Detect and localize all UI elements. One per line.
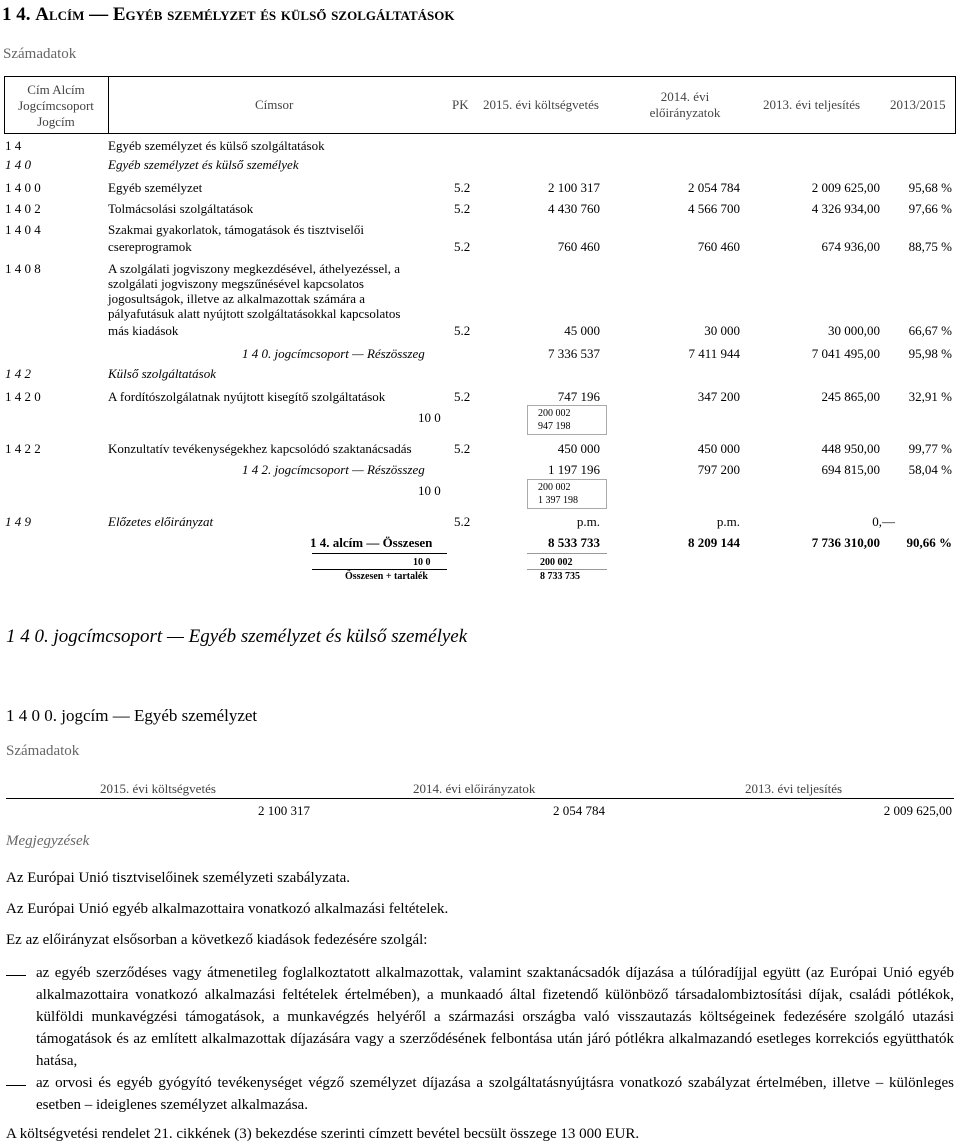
row-exec: 0,—: [872, 514, 895, 529]
row-ratio: 97,66 %: [908, 201, 952, 216]
title-text: Alcím — Egyéb személyzet és külső szolgáltatások: [35, 4, 455, 25]
row-code: 1 4 0: [5, 157, 31, 172]
row-exec: 448 950,00: [821, 441, 880, 456]
title-number: 1 4.: [2, 4, 31, 25]
item-header-exec: 2013. évi teljesítés: [745, 781, 843, 796]
subtotal-ratio: 95,98 %: [908, 346, 952, 361]
row-label-line: csereprogramok: [108, 239, 192, 254]
header-pk: PK: [452, 97, 469, 112]
header-heading: Címsor: [255, 97, 294, 112]
row-budget: 450 000: [557, 441, 600, 456]
row-pk: 5.2: [454, 239, 471, 254]
row-label-line: jogosultságok, illetve az alkalmazottak számára a: [108, 291, 366, 306]
row-approp: 347 200: [697, 389, 740, 404]
total-budget: 8 533 733: [548, 535, 600, 550]
total-exec: 7 736 310,00: [811, 535, 880, 550]
bullet-dash: [6, 1085, 26, 1086]
total-reserve-code: 10 0: [413, 557, 431, 568]
item-header-approp: 2014. évi előirányzatok: [413, 781, 536, 796]
subtotal-budget: 1 197 196: [548, 462, 600, 477]
subtotal-exec: 7 041 495,00: [811, 346, 880, 361]
note-paragraph: Az Európai Unió tisztviselőinek személyzeti szabályzata.: [6, 870, 351, 886]
row-label: Konzultatív tevékenységekhez kapcsolódó szaktanácsadás: [108, 441, 412, 456]
row-budget: 4 430 760: [548, 201, 600, 216]
subtotal-approp: 7 411 944: [688, 346, 740, 361]
note-paragraph: Ez az előirányzat elsősorban a következő kiadások fedezésére szolgál:: [6, 932, 428, 948]
row-exec: 4 326 934,00: [811, 201, 880, 216]
row-approp: 450 000: [697, 441, 740, 456]
row-label: Egyéb személyzet és külső szolgáltatások: [108, 138, 325, 153]
row-label: Egyéb személyzet: [108, 180, 203, 195]
row-code: 1 4 2: [5, 366, 31, 381]
subtotal-label: 1 4 0. jogcímcsoport — Részösszeg: [242, 346, 425, 361]
row-exec: 245 865,00: [821, 389, 880, 404]
row-label-line: más kiadások: [108, 323, 179, 338]
group-heading: 1 4 0. jogcímcsoport — Egyéb személyzet és külső személyek: [6, 626, 468, 647]
row-pk: 5.2: [454, 323, 471, 338]
header-code: Cím Alcím Jogcímcsoport Jogcím: [18, 82, 94, 129]
item-value-budget: 2 100 317: [258, 803, 310, 818]
row-code: 1 4 0 4: [5, 222, 41, 237]
subtotal-exec: 694 815,00: [821, 462, 880, 477]
row-label: Tolmácsolási szolgáltatások: [108, 201, 254, 216]
row-label-line: szolgálati jogviszony megszűnésével kapcsolatos: [108, 276, 364, 291]
row-label: A fordítószolgálatnak nyújtott kisegítő szolgáltatások: [108, 389, 386, 404]
item-header-budget: 2015. évi költségvetés: [100, 781, 216, 796]
row-approp: 760 460: [697, 239, 740, 254]
row-code: 1 4 0 2: [5, 201, 41, 216]
row-budget: p.m.: [576, 514, 600, 529]
header-exec: 2013. évi teljesítés: [763, 97, 861, 112]
row-code: 1 4: [5, 138, 22, 153]
row-code: 1 4 2 0: [5, 389, 41, 404]
row-approp: p.m.: [716, 514, 740, 529]
notes-label: Megjegyzések: [6, 833, 90, 849]
row-budget: 747 196: [557, 389, 600, 404]
reserve-value: 200 002: [538, 482, 571, 493]
row-budget: 760 460: [557, 239, 600, 254]
row-pk: 5.2: [454, 180, 471, 195]
total-approp: 8 209 144: [688, 535, 740, 550]
row-label: Előzetes előirányzat: [108, 514, 214, 529]
item-heading: 1 4 0 0. jogcím — Egyéb személyzet: [6, 706, 258, 725]
note-paragraph: Az Európai Unió egyéb alkalmazottaira vonatkozó alkalmazási feltételek.: [6, 901, 449, 917]
reserve-value: 200 002: [538, 408, 571, 419]
row-code: 1 4 0 8: [5, 261, 41, 276]
total-ratio: 90,66 %: [906, 535, 952, 550]
subtotal-ratio: 58,04 %: [908, 462, 952, 477]
row-approp: 4 566 700: [688, 201, 740, 216]
row-pk: 5.2: [454, 389, 471, 404]
item-section-label: Számadatok: [6, 743, 80, 759]
row-approp: 2 054 784: [688, 180, 740, 195]
row-label: Külső szolgáltatások: [108, 366, 216, 381]
reserve-total: 947 198: [538, 421, 571, 432]
total-reserve-value: 200 002: [540, 557, 573, 568]
row-pk: 5.2: [454, 441, 471, 456]
row-code: 1 4 2 2: [5, 441, 41, 456]
total-label: 1 4. alcím — Összesen: [310, 535, 433, 550]
row-approp: 30 000: [704, 323, 740, 338]
reserve-code: 10 0: [418, 410, 441, 425]
header-budget: 2015. évi költségvetés: [483, 97, 599, 112]
bullet-item: az egyéb szerződéses vagy átmenetileg foglalkoztatott alkalmazottak, valamint szaktanácsadók díjazása a túlóradíjjal együtt (az Európai Unió egyéb alkalmazottaira vonatkozó alkalmazási feltételek értelmében), a munkaadó által fizetendő különböző társadalombiztosítási díjak, családi pótlékok, külföldi munkavégzési támogatások, a munkavégzés helyéről a származási országba való visszautazás költségeinek fedezésére szolgáló utazási támogatások és az említett alkalmazottak díjazására vagy a szerződésének felbontása után járó pótlékra alkalmazandó esetleges korrekciós együtthatók hatása,: [36, 965, 954, 1069]
row-ratio: 66,67 %: [908, 323, 952, 338]
row-code: 1 4 0 0: [5, 180, 41, 195]
row-label-line: pályafutásuk alatt nyújtott szolgáltatásokkal kapcsolatos: [108, 306, 401, 321]
footer-note: A költségvetési rendelet 21. cikkének (3) bekezdése szerinti címzett bevétel becsült összege 13 000 EUR.: [6, 1126, 640, 1142]
header-approp: 2014. évi előirányzatok: [649, 89, 721, 120]
bullet-item: az orvosi és egyéb gyógyító tevékenységet végző személyzet díjazása a szolgáltatásnyújtásra vonatkozó szabályzat értelmében, illetve – különleges esetben – ideiglenes személyzet alkalmazása.: [36, 1075, 954, 1113]
reserve-total: 1 397 198: [538, 495, 578, 506]
section-label: Számadatok: [3, 46, 77, 62]
row-budget: 2 100 317: [548, 180, 600, 195]
row-label-line: Szakmai gyakorlatok, támogatások és tisztviselői: [108, 222, 364, 237]
item-value-approp: 2 054 784: [553, 803, 605, 818]
row-exec: 674 936,00: [821, 239, 880, 254]
row-exec: 30 000,00: [828, 323, 880, 338]
row-pk: 5.2: [454, 201, 471, 216]
item-value-exec: 2 009 625,00: [883, 803, 952, 818]
row-budget: 45 000: [564, 323, 600, 338]
row-exec: 2 009 625,00: [811, 180, 880, 195]
subtotal-approp: 797 200: [697, 462, 740, 477]
row-ratio: 95,68 %: [908, 180, 952, 195]
row-ratio: 99,77 %: [908, 441, 952, 456]
row-pk: 5.2: [454, 514, 471, 529]
row-ratio: 88,75 %: [908, 239, 952, 254]
row-code: 1 4 9: [5, 514, 31, 529]
row-ratio: 32,91 %: [908, 389, 952, 404]
total-plus-reserve-value: 8 733 735: [540, 571, 580, 582]
subtotal-budget: 7 336 537: [548, 346, 600, 361]
reserve-code: 10 0: [418, 483, 441, 498]
total-plus-reserve-label: Összesen + tartalék: [345, 571, 428, 582]
subtotal-label: 1 4 2. jogcímcsoport — Részösszeg: [242, 462, 425, 477]
page-title: [2, 4, 454, 26]
header-ratio: 2013/2015: [890, 97, 946, 112]
row-label-line: A szolgálati jogviszony megkezdésével, áthelyezéssel, a: [108, 261, 401, 276]
row-label: Egyéb személyzet és külső személyek: [108, 157, 299, 172]
bullet-dash: [6, 975, 26, 976]
